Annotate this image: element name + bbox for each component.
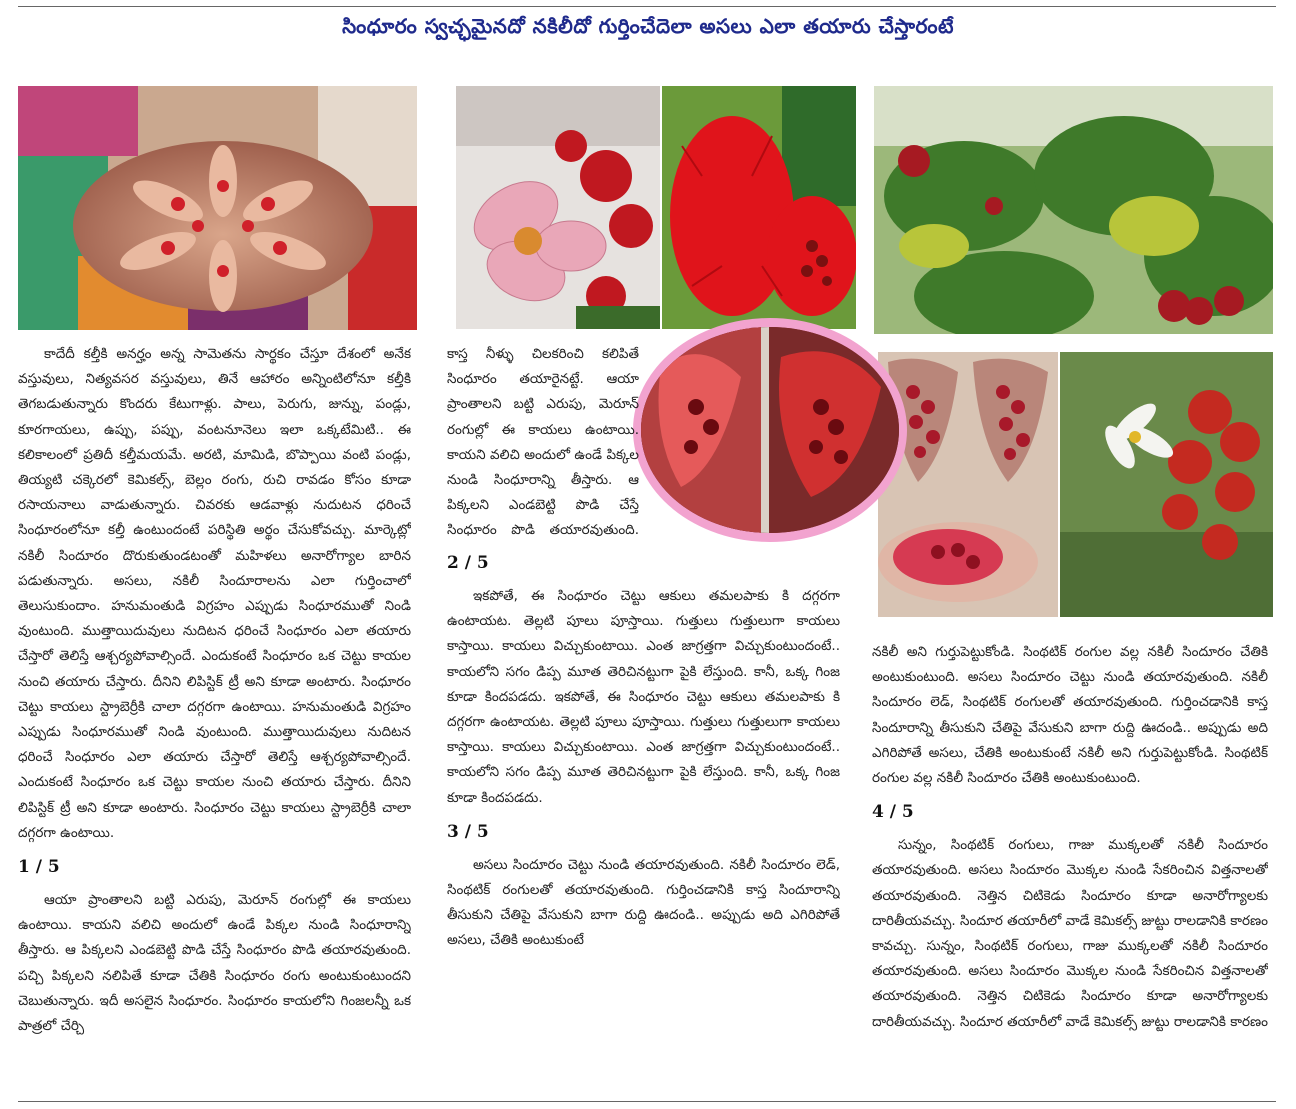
flower-branch-image [1060, 352, 1273, 617]
tree-image [874, 86, 1273, 334]
column-2-top [447, 342, 639, 542]
seeds-closeup-image [641, 327, 899, 533]
section-4-paragraph: సున్నం, సింథటిక్ రంగులు, గాజు ముక్కలతో నకిలీ సిందూరం తయారవుతుంది. అసలు సిందూరం మొక్కల నుండి సేకరించిన విత్తనాలతో తయారవుతుంది. నెత్తిన చిటికెడు సిందూరం కూడా అనారోగ్యాలకు దారితీయవచ్చు. సిందూర తయారీలో వాడే కెమికల్స్ జుట్టు రాలడానికి కారణం కావచ్చు. సున్నం, సింథటిక్ రంగులు, గాజు ముక్కలతో నకిలీ సిందూరం తయారవుతుంది. అసలు సిందూరం మొక్కల నుండి సేకరించిన విత్తనాలతో తయారవుతుంది. నెత్తిన చిటికెడు సిందూరం కూడా అనారోగ్యాలకు దారితీయవచ్చు. సిందూర తయారీలో వాడే కెమికల్స్ జుట్టు రాలడానికి కారణం [872, 837, 1268, 1030]
seeds-powder-image [878, 352, 1058, 617]
pod-photo [662, 86, 856, 329]
bottom-rule [18, 1101, 1276, 1102]
seeds-powder-photo [878, 352, 1058, 617]
section-heading-3: 3 / 5 [447, 821, 489, 842]
tree-photo [874, 86, 1273, 334]
page-title: సింధూరం స్వచ్ఛమైనదో నకిలీదో గుర్తించేదెలా అసలు ఎలా తయారు చేస్తారంటే [342, 14, 954, 38]
seeds-closeup-photo [641, 327, 899, 533]
column-1 [18, 342, 411, 1094]
section-1-paragraph: ఆయా ప్రాంతాలని బట్టి ఎరుపు, మెరూన్ రంగుల్లో ఈ కాయలు ఉంటాయి. కాయని వలిచి అందులో ఉండే పిక్కల నుండి సింధూరాన్ని తీస్తారు. ఆ పిక్కలని ఎండబెట్టి పొడి చేస్తే సింధూరం పొడి తయారవుతుంది. పచ్చి పిక్కలని నలిపితే కూడా చేతికి సింధూరం రంగు అంటుకుంటుందని చెబుతున్నారు. ఇదీ అసలైన సింధూరం. సింధూరం కాయలోని గింజలన్నీ ఒక పాత్రలో చేర్చి [18, 892, 411, 1035]
hands-photo [18, 86, 417, 330]
section-2-paragraph: ఇకపోతే, ఈ సింధూరం చెట్టు ఆకులు తమలపాకు కి దగ్గరగా ఉంటాయట. తెల్లటి పూలు పూస్తాయి. గుత్తులు గుత్తులుగా కాయలు కాస్తాయి. కాయలు విచ్చుకుంటాయి. ఎంత జాగ్రత్తగా విచ్చుకుంటుందంటే.. కాయలోని సగం డిప్ప మూత తెరిచినట్టుగా పైకి లేస్తుంది. కానీ, ఒక్క గింజ కూడా కిందపడదు. ఇకపోతే, ఈ సింధూరం చెట్టు ఆకులు తమలపాకు కి దగ్గరగా ఉంటాయట. తెల్లటి పూలు పూస్తాయి. గుత్తులు గుత్తులుగా కాయలు కాస్తాయి. కాయలు విచ్చుకుంటాయి. ఎంత జాగ్రత్తగా విచ్చుకుంటుందంటే.. కాయలోని సగం డిప్ప మూత తెరిచినట్టుగా పైకి లేస్తుంది. కానీ, ఒక్క గింజ కూడా కిందపడదు. [447, 588, 840, 806]
intro-paragraph: కాదేదీ కల్తీకి అనర్హం అన్న సామెతను సార్థకం చేస్తూ దేశంలో అనేక వస్తువులు, నిత్యవసర వస్తువులు, తినే ఆహారం అన్నింటిలోనూ కల్తీకి తెగబడుతున్నారు కొందరు కేటుగాళ్లు. పాలు, పెరుగు, జున్ను, పండ్లు, కూరగాయలు, ఉప్పు, పప్పు, వంటనూనెలు ఇలా ఒక్కటేమిటి.. ఈ కలికాలంలో ప్రతిదీ కల్తీమయమే. అరటి, మామిడి, బొప్పాయి వంటి పండ్లు, తియ్యటి చక్కెరలో కెమికల్స్, బెల్లం రంగు, రుచి రావడం కోసం కూడా రసాయనాలు వాడుతున్నారు. చివరకు ఆడవాళ్లు నుదుటన ధరించే సింధూరంలోనూ కల్తీ ఉంటుందంటే పరిస్థితి అర్థం చేసుకోవచ్చు. మార్కెట్లో నకిలీ సిందూరం దొరుకుతుండటంతో మహిళలు అనారోగ్యాల బారిన పడుతున్నారు. అసలు, నకిలీ సిందూరాలను ఎలా గుర్తించాలో తెలుసుకుందాం. హనుమంతుడి విగ్రహం ఎప్పుడు సింధూరముతో నిండి వుంటుంది. ముత్తాయిదువులు నుదిటన ధరించే సింధూరం ఎలా తయారు చేస్తారో తెలిస్తే ఆశ్చర్యపోవాల్సిందే. ఎందుకంటే సింధూరం ఒక చెట్టు కాయల నుంచి తయారు చేస్తారు. దీనిని లిపిస్టిక్ ట్రీ అని కూడా అంటారు. సింధూరం చెట్టు కాయలు స్ట్రాబెర్రీకి చాలా దగ్గరగా ఉంటాయి. హనుమంతుడి విగ్రహం ఎప్పుడు సింధూరముతో నిండి వుంటుంది. ముత్తాయిదువులు నుదిటన ధరించే సింధూరం ఎలా తయారు చేస్తారో తెలిస్తే ఆశ్చర్యపోవాల్సిందే. ఎందుకంటే సింధూరం ఒక చెట్టు కాయల నుంచి తయారు చేస్తారు. దీనిని లిపిస్టిక్ ట్రీ అని కూడా అంటారు. సింధూరం చెట్టు కాయలు స్ట్రాబెర్రీకి చాలా దగ్గరగా ఉంటాయి. [18, 346, 411, 841]
section-3-paragraph: అసలు సిందూరం చెట్టు నుండి తయారవుతుంది. నకిలీ సిందూరం లెడ్, సింథటిక్ రంగులతో తయారవుతుంది. గుర్తించడానికి కాస్త సిందూరాన్ని తీసుకుని చేతిపై వేసుకుని బాగా రుద్ది ఊదండి.. అప్పుడు అది ఎగిరిపోతే అసలు, చేతికి అంటుకుంటే [447, 856, 840, 949]
top-rule [18, 6, 1276, 7]
hands-image [18, 86, 417, 330]
flower-photo [456, 86, 660, 329]
section-heading-4: 4 / 5 [872, 802, 914, 823]
section-heading-1: 1 / 5 [18, 857, 60, 878]
flower-image [456, 86, 660, 329]
column-2 [447, 542, 840, 1094]
section-3-continued: నకిలీ అని గుర్తుపెట్టుకోండి. సింథటిక్ రంగుల వల్ల నకిలీ సిందూరం చేతికి అంటుకుంటుంది. అసలు సిందూరం చెట్టు నుండి తయారవుతుంది. నకిలీ సిందూరం లెడ్, సింథటిక్ రంగులతో తయారవుతుంది. గుర్తించడానికి కాస్త సిందూరాన్ని తీసుకుని చేతిపై వేసుకుని బాగా రుద్ది ఊదండి.. అప్పుడు అది ఎగిరిపోతే అసలు, చేతికి అంటుకుంటే నకిలీ అని గుర్తుపెట్టుకోండి. సింథటిక్ రంగుల వల్ల నకిలీ సిందూరం చేతికి అంటుకుంటుంది. [872, 644, 1268, 787]
section-heading-2: 2 / 5 [447, 553, 489, 573]
section-1-continued: కాస్త నీళ్ళు చిలకరించి కలిపితే సింధూరం తయారైనట్టే. ఆయా ప్రాంతాలని బట్టి ఎరుపు, మెరూన్ రంగుల్లో ఈ కాయలు ఉంటాయి. కాయని వలిచి అందులో ఉండే పిక్కల నుండి సింధూరాన్ని తీస్తారు. ఆ పిక్కలని ఎండబెట్టి పొడి చేస్తే సింధూరం పొడి తయారవుతుంది. [447, 346, 639, 539]
flower-branch-photo [1060, 352, 1273, 617]
column-3 [872, 640, 1268, 1094]
pod-image [662, 86, 856, 329]
